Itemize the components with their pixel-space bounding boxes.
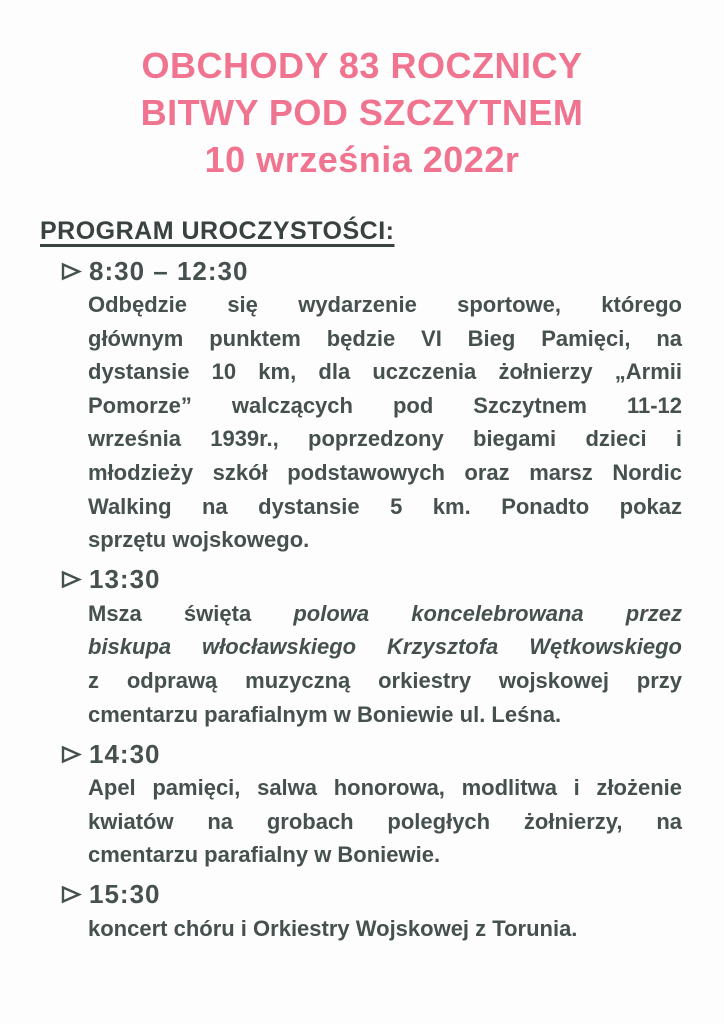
paragraph-line: sprzętu wojskowego. — [88, 527, 310, 553]
paragraph-line: koncert chóru i Orkiestry Wojskowej z Torunia. — [88, 915, 578, 941]
program-item-time-row — [60, 737, 724, 771]
program-item-time-row — [60, 254, 724, 288]
paragraph-line: Odbędzie się wydarzenie sportowe, którego — [88, 292, 682, 317]
paragraph-line: Msza święta polowa koncelebrowana przez — [88, 600, 682, 626]
paragraph-line: Pomorze” walczących pod Szczytnem 11-12 — [88, 392, 682, 418]
arrowhead-right-icon — [60, 261, 82, 282]
paragraph-line: dystansie 10 km, dla uczczenia żołnierzy „Armii — [88, 359, 682, 385]
paragraph-line: biskupa włocławskiego Krzysztofa Wętkowskiego — [88, 634, 682, 660]
paragraph-line: cmentarzu parafialnym w Boniewie ul. Leśna. — [88, 701, 562, 727]
paragraph-line: głównym punktem będzie VI Bieg Pamięci, na — [88, 325, 682, 351]
paragraph-line: młodzieży szkół podstawowych oraz marsz Nordic — [88, 459, 682, 485]
program-item-time: 14:30 — [89, 738, 161, 769]
program-item-time: 8:30 – 12:30 — [89, 255, 249, 286]
program-item-time-row — [60, 563, 724, 597]
arrowhead-right-icon — [60, 744, 82, 765]
program-item-time: 13:30 — [89, 564, 161, 595]
program-list — [0, 254, 724, 946]
document-title — [0, 0, 724, 183]
program-item-time-row — [60, 878, 724, 912]
program-item — [0, 737, 724, 872]
program-heading-row — [0, 183, 724, 246]
title-line-3: 10 września 2022r — [204, 139, 520, 180]
arrowhead-right-icon — [60, 569, 82, 590]
program-item-description — [88, 771, 682, 872]
paragraph-line: z odprawą muzyczną orkiestry wojskowej przy — [88, 667, 682, 693]
program-item — [0, 878, 724, 946]
program-item-time: 15:30 — [89, 879, 161, 910]
paragraph-line: kwiatów na grobach poległych żołnierzy, na — [88, 808, 682, 834]
title-line-2: BITWY POD SZCZYTNEM — [140, 92, 584, 133]
program-item — [0, 254, 724, 557]
program-item-description — [88, 288, 682, 557]
program-item-description — [88, 912, 682, 946]
paragraph-line: Walking na dystansie 5 km. Ponadto pokaz — [88, 493, 682, 519]
program-item-description — [88, 597, 682, 731]
arrowhead-right-icon — [60, 884, 82, 905]
paragraph-line: Apel pamięci, salwa honorowa, modlitwa i złożenie — [88, 775, 682, 801]
title-line-1: OBCHODY 83 ROCZNICY — [141, 45, 583, 86]
program-item — [0, 563, 724, 731]
program-heading: PROGRAM UROCZYSTOŚCI: — [40, 217, 395, 245]
paragraph-line: września 1939r., poprzedzony biegami dzieci i — [88, 426, 682, 452]
paragraph-line: cmentarzu parafialny w Boniewie. — [88, 842, 441, 868]
